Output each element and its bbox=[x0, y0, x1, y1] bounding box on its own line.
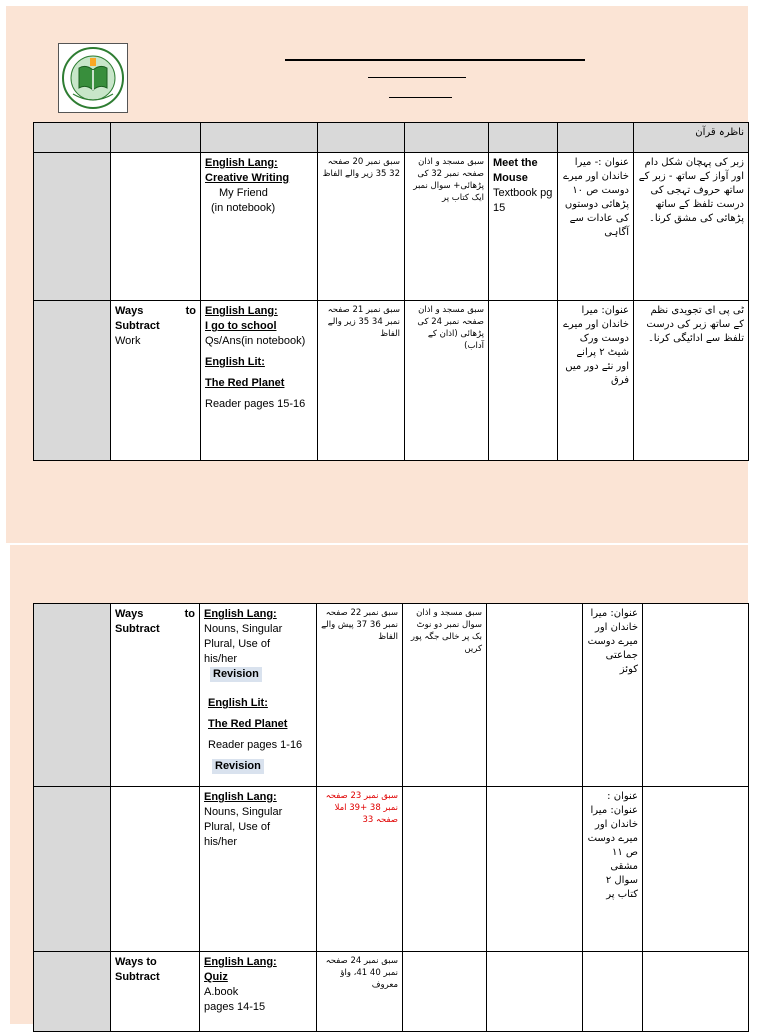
english-lit-heading: English Lit: bbox=[208, 697, 268, 709]
quran-cell bbox=[643, 604, 749, 787]
english-cell bbox=[201, 301, 318, 461]
subtitle-line-2 bbox=[389, 97, 452, 98]
english-line: Plural, Use of bbox=[204, 821, 271, 833]
english-line: Nouns, Singular bbox=[204, 806, 283, 818]
header-cell bbox=[405, 123, 489, 153]
header-cell bbox=[489, 123, 558, 153]
day-cell bbox=[34, 153, 111, 301]
english-heading: English Lang: bbox=[205, 305, 278, 317]
english-line: pages 14-15 bbox=[204, 1001, 266, 1013]
day-cell bbox=[34, 787, 111, 952]
header-cell bbox=[318, 123, 405, 153]
table-row bbox=[34, 787, 749, 952]
math-word: Subtract bbox=[115, 971, 160, 983]
urdu-topic-cell: عنوان : عنوان: میرا خاندان اور میرے دوست ص ۱۱ مشقی سوال ۲ کتاب پر bbox=[583, 787, 643, 952]
math-cell bbox=[111, 787, 200, 952]
day-cell bbox=[34, 301, 111, 461]
english-lit-heading: English Lit: bbox=[205, 356, 265, 368]
english-line: (in notebook) bbox=[211, 202, 276, 214]
math-cell bbox=[111, 952, 200, 1032]
quran-cell: ٹی پی ای تجویدی نظم کے ساتھ زبر کی درست تلفظ سے ادائیگی کرنا۔ bbox=[634, 301, 749, 461]
table-row bbox=[34, 604, 749, 787]
school-logo bbox=[58, 43, 128, 113]
math-word: Ways to bbox=[115, 956, 157, 968]
science-title: Meet the Mouse bbox=[493, 157, 538, 184]
urdu-lesson-cell: سبق نمبر 22 صفحہ نمبر 36 37 پیش والے الفاظ bbox=[317, 604, 403, 787]
english-cell bbox=[201, 153, 318, 301]
english-lit-topic: The Red Planet bbox=[208, 718, 288, 730]
math-word: to bbox=[184, 608, 195, 620]
islamiat-cell: سبق مسجد و اذان صفحہ نمبر 24 کی پڑھائی (اذان کے آداب) bbox=[405, 301, 489, 461]
science-cell bbox=[489, 153, 558, 301]
day-cell bbox=[34, 952, 111, 1032]
table-row bbox=[34, 153, 749, 301]
math-word: Ways bbox=[115, 305, 144, 317]
math-word: Ways bbox=[115, 608, 144, 620]
english-lit-topic: The Red Planet bbox=[205, 377, 285, 389]
islamiat-cell: سبق مسجد و اذان صفحہ نمبر 32 کی پڑھائی+ سوال نمبر ایک کتاب پر bbox=[405, 153, 489, 301]
header-cell bbox=[111, 123, 201, 153]
science-cell bbox=[487, 787, 583, 952]
header-quran: ناظرہ قرآن bbox=[634, 123, 749, 153]
weekly-plan-table-2 bbox=[33, 603, 749, 1032]
english-topic: Creative Writing bbox=[205, 172, 290, 184]
math-cell bbox=[111, 301, 201, 461]
revision-label: Revision bbox=[212, 759, 264, 774]
english-topic: Quiz bbox=[204, 971, 228, 983]
weekly-plan-table-1 bbox=[33, 122, 749, 461]
school-crest-icon bbox=[59, 44, 127, 112]
science-ref: Textbook pg 15 bbox=[493, 187, 553, 214]
header-cell bbox=[34, 123, 111, 153]
math-word: Work bbox=[115, 335, 141, 347]
english-line: Plural, Use of bbox=[204, 638, 271, 650]
quran-cell bbox=[643, 787, 749, 952]
english-heading: English Lang: bbox=[205, 157, 278, 169]
islamiat-cell bbox=[403, 787, 487, 952]
english-line: his/her bbox=[204, 836, 238, 848]
urdu-topic-cell: عنوان :- میرا خاندان اور میرے دوست ص ۱۰ پڑھائی دوستوں کی عادات سے آگاہی bbox=[558, 153, 634, 301]
subtitle-line bbox=[368, 77, 466, 78]
urdu-lesson-cell: سبق نمبر 24 صفحہ نمبر 40 41، واؤ معروف bbox=[317, 952, 403, 1032]
math-word: Subtract bbox=[115, 320, 160, 332]
quran-cell bbox=[643, 952, 749, 1032]
table-row bbox=[34, 952, 749, 1032]
english-cell bbox=[200, 604, 317, 787]
english-topic: I go to school bbox=[205, 320, 277, 332]
english-line: Nouns, Singular bbox=[204, 623, 283, 635]
title-line bbox=[285, 59, 585, 61]
urdu-topic-cell: عنوان: میرا خاندان اور میرے دوست جماعتی کوئز bbox=[583, 604, 643, 787]
math-word: to bbox=[185, 305, 196, 317]
english-line: My Friend bbox=[219, 187, 268, 199]
english-cell bbox=[200, 787, 317, 952]
math-cell bbox=[111, 153, 201, 301]
urdu-lesson-cell: سبق نمبر 21 صفحہ نمبر 34 35 زیر والے الفاظ bbox=[318, 301, 405, 461]
urdu-topic-cell bbox=[583, 952, 643, 1032]
english-line: Qs/Ans(in notebook) bbox=[205, 335, 306, 347]
header-cell bbox=[201, 123, 318, 153]
islamiat-cell bbox=[403, 952, 487, 1032]
urdu-lesson-cell: سبق نمبر 20 صفحہ 32 35 زیر والے الفاظ bbox=[318, 153, 405, 301]
revision-label: Revision bbox=[210, 667, 262, 682]
urdu-topic-cell: عنوان: میرا خاندان اور میرے دوست ورک شیٹ ۲ پرانے اور نئے دور میں فرق bbox=[558, 301, 634, 461]
english-line: his/her bbox=[204, 653, 238, 665]
header-cell bbox=[558, 123, 634, 153]
english-heading: English Lang: bbox=[204, 791, 277, 803]
quran-cell: زبر کی پہچان شکل دام اور آواز کے ساتھ - زبر کے ساتھ حروف تہجی کی درست تلفظ کے ساتھ پڑھائی کی مشق کرنا۔ bbox=[634, 153, 749, 301]
english-line: A.book bbox=[204, 986, 239, 998]
math-cell bbox=[111, 604, 200, 787]
table-header-row bbox=[34, 123, 749, 153]
english-heading: English Lang: bbox=[204, 956, 277, 968]
english-heading: English Lang: bbox=[204, 608, 277, 620]
science-cell bbox=[489, 301, 558, 461]
english-cell bbox=[200, 952, 317, 1032]
english-lit-ref: Reader pages 15-16 bbox=[205, 398, 306, 410]
urdu-lesson-cell: سبق نمبر 23 صفحہ نمبر 38 +39 املا صفحہ 33 bbox=[317, 787, 403, 952]
english-lit-ref: Reader pages 1-16 bbox=[208, 739, 303, 751]
math-word: Subtract bbox=[115, 623, 160, 635]
day-cell bbox=[34, 604, 111, 787]
table-row bbox=[34, 301, 749, 461]
islamiat-cell: سبق مسجد و اذان سوال نمبر دو نوٹ بک پر خالی جگہ پور کریں bbox=[403, 604, 487, 787]
science-cell bbox=[487, 952, 583, 1032]
science-cell bbox=[487, 604, 583, 787]
